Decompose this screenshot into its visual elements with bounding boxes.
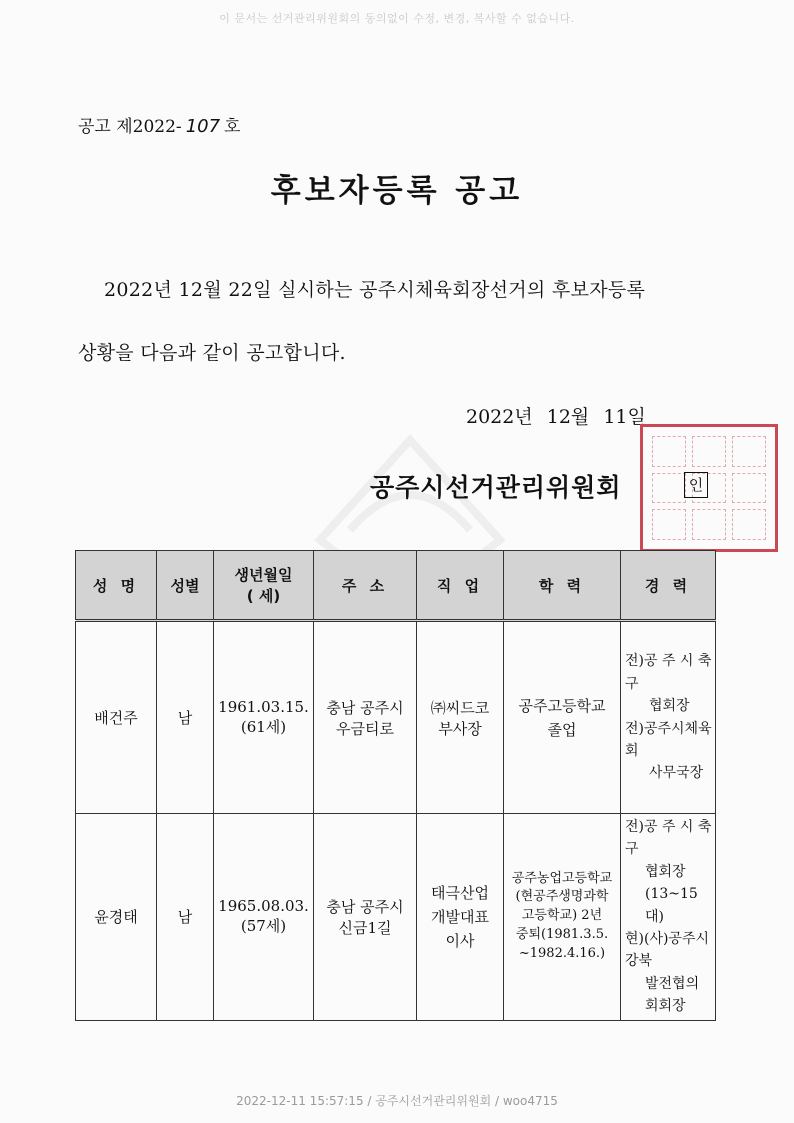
header-job: 직 업 (417, 551, 504, 621)
cell-job (417, 621, 504, 814)
education-line: 공주농업고등학교 (511, 870, 613, 886)
notice-number-suffix: 호 (224, 117, 241, 137)
table-row (76, 814, 716, 1021)
address-line: 우금티로 (336, 719, 394, 738)
cell-career (621, 621, 716, 814)
career-line: 사무국장 (649, 765, 704, 782)
career-line: 전)공 주 시 축 구 (625, 653, 712, 692)
cell-job (417, 814, 504, 1021)
notice-number-prefix: 공고 제2022- (78, 117, 182, 137)
body-text-line-2: 상황을 다음과 같이 공고합니다. (78, 342, 346, 364)
cell-gender: 남 (157, 621, 214, 814)
header-name: 성 명 (76, 551, 157, 621)
notice-date: 2022년 12월 11일 (466, 406, 646, 428)
education-line: ~1982.4.16.) (518, 946, 606, 962)
career-line: 협회장(13~15대) (645, 863, 698, 925)
cell-name: 배건주 (76, 621, 157, 814)
job-line: 태극산업 (431, 883, 489, 902)
education-line: 졸업 (547, 720, 577, 739)
career-line: 현)(사)공주시강북 (625, 930, 710, 970)
header-age-label: ( 세) (246, 587, 281, 605)
table-header-row (76, 551, 716, 621)
birth-date: 1961.03.15. (218, 698, 309, 716)
cell-name: 윤경태 (76, 814, 157, 1021)
body-text-line-1: 2022년 12월 22일 실시하는 공주시체육회장선거의 후보자등록 (104, 279, 646, 301)
birth-date: 1965.08.03. (218, 897, 309, 916)
cell-education (504, 814, 621, 1021)
career-line: 발전협의회회장 (645, 975, 700, 1015)
header-gender: 성별 (157, 551, 214, 621)
age: (61세) (240, 718, 287, 736)
age: (57세) (240, 917, 287, 936)
cell-birth (214, 814, 314, 1021)
career-line: 전)공주시체육회 (625, 720, 712, 759)
education-line: 중퇴(1981.3.5. (515, 927, 609, 943)
seal-mark-box: 인 (684, 472, 708, 498)
education-line: (현공주생명과학 (515, 889, 609, 905)
career-line: 협회장 (649, 698, 690, 715)
header-birth-label: 생년월일 (234, 566, 293, 584)
address-line: 충남 공주시 (326, 698, 404, 717)
page-title: 후보자등록 공고 (270, 173, 524, 209)
cell-birth (214, 621, 314, 814)
cell-education (504, 621, 621, 814)
table-row (76, 621, 716, 814)
organization-name: 공주시선거관리위원회 (370, 473, 622, 502)
education-line: 공주고등학교 (518, 696, 606, 715)
header-education: 학 력 (504, 551, 621, 621)
notice-number-handwritten: 107 (185, 116, 221, 137)
top-copy-notice: 이 문서는 선거관리위원회의 동의없이 수정, 변경, 복사할 수 없습니다. (219, 12, 575, 25)
header-birth (214, 551, 314, 621)
job-line: ㈜씨드코 (430, 698, 490, 717)
header-address: 주 소 (314, 551, 417, 621)
official-seal-icon (640, 424, 778, 552)
address-line: 신금1길 (338, 918, 392, 937)
cell-address (314, 814, 417, 1021)
address-line: 충남 공주시 (326, 897, 404, 916)
job-line: 부사장 (438, 719, 482, 738)
career-line: 전)공 주 시 축 구 (625, 819, 712, 858)
job-line: 이사 (445, 931, 475, 950)
cell-gender: 남 (157, 814, 214, 1021)
cell-career (621, 814, 716, 1021)
education-line: 고등학교) 2년 (521, 908, 603, 924)
header-career: 경 력 (621, 551, 716, 621)
footer-timestamp: 2022-12-11 15:57:15 / 공주시선거관리위원회 / woo4715 (236, 1094, 558, 1108)
cell-address (314, 621, 417, 814)
notice-number (78, 112, 240, 137)
job-line: 개발대표 (431, 907, 489, 926)
candidate-table (75, 550, 716, 1021)
